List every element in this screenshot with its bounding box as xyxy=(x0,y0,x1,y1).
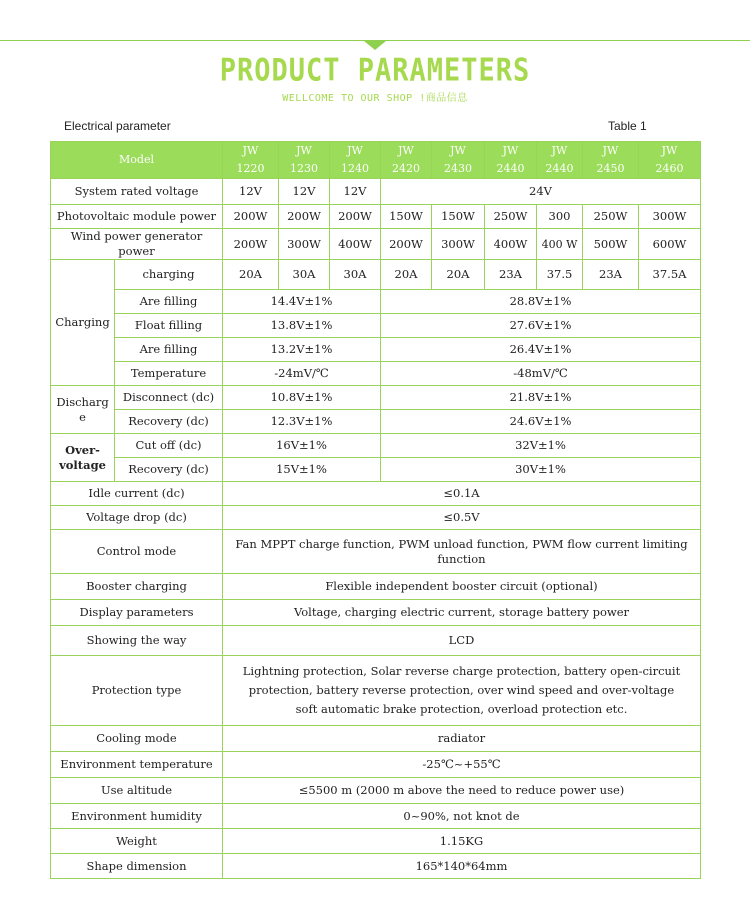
table-row xyxy=(51,179,701,205)
row-label: Protection type xyxy=(51,656,223,726)
model-cell: JW 2450 xyxy=(583,142,639,179)
value-cell: 0~90%, not knot de xyxy=(223,804,701,829)
table-row xyxy=(51,229,701,260)
value-cell: 27.6V±1% xyxy=(381,314,701,338)
table-row xyxy=(51,829,701,854)
model-cell: JW 1240 xyxy=(330,142,381,179)
value-cell: 10.8V±1% xyxy=(223,386,381,410)
value-cell: 300 xyxy=(537,205,583,229)
model-cell: JW 2440 xyxy=(485,142,537,179)
value-cell: 1.15KG xyxy=(223,829,701,854)
row-label: Cut off (dc) xyxy=(115,434,223,458)
value-cell: 32V±1% xyxy=(381,434,701,458)
value-cell: 500W xyxy=(583,229,639,260)
table-row xyxy=(51,600,701,626)
value-cell: 12V xyxy=(330,179,381,205)
model-cell: JW 2440 xyxy=(537,142,583,179)
row-label: Display parameters xyxy=(51,600,223,626)
value-cell: 28.8V±1% xyxy=(381,290,701,314)
value-cell: 26.4V±1% xyxy=(381,338,701,362)
row-label: Are filling xyxy=(115,290,223,314)
row-label: System rated voltage xyxy=(51,179,223,205)
table-row xyxy=(51,656,701,726)
value-cell: 23A xyxy=(583,260,639,290)
row-label: Weight xyxy=(51,829,223,854)
value-cell: 16V±1% xyxy=(223,434,381,458)
row-label: Are filling xyxy=(115,338,223,362)
row-label: charging xyxy=(115,260,223,290)
value-cell: 30A xyxy=(279,260,330,290)
value-cell: 20A xyxy=(381,260,432,290)
table-row xyxy=(51,314,701,338)
table-row xyxy=(51,410,701,434)
value-cell: Voltage, charging electric current, storage battery power xyxy=(223,600,701,626)
row-label: Temperature xyxy=(115,362,223,386)
model-cell: JW 2460 xyxy=(639,142,701,179)
table-row xyxy=(51,338,701,362)
value-cell: -24mV/℃ xyxy=(223,362,381,386)
model-cell: JW 1230 xyxy=(279,142,330,179)
table-row xyxy=(51,778,701,804)
value-cell: 30A xyxy=(330,260,381,290)
model-cell: JW 2420 xyxy=(381,142,432,179)
table-header-row xyxy=(51,142,701,179)
parameters-table xyxy=(50,141,701,879)
table-row xyxy=(51,386,701,410)
value-cell: Lightning protection, Solar reverse charge protection, battery open-circuit protection, battery reverse protection, over wind speed and over-voltage soft automatic brake protection, overload protection etc. xyxy=(223,656,701,726)
table-row xyxy=(51,726,701,752)
group-label-overvoltage: Over-voltage xyxy=(51,434,115,482)
value-cell: ≤5500 m (2000 m above the need to reduce power use) xyxy=(223,778,701,804)
row-label: Idle current (dc) xyxy=(51,482,223,506)
value-cell: 165*140*64mm xyxy=(223,854,701,879)
value-cell: 150W xyxy=(432,205,485,229)
row-label: Booster charging xyxy=(51,574,223,600)
value-cell: 600W xyxy=(639,229,701,260)
value-cell: LCD xyxy=(223,626,701,656)
value-cell: 37.5 xyxy=(537,260,583,290)
row-label: Showing the way xyxy=(51,626,223,656)
value-cell: Fan MPPT charge function, PWM unload function, PWM flow current limiting function xyxy=(223,530,701,574)
row-label: Environment humidity xyxy=(51,804,223,829)
value-cell: 300W xyxy=(639,205,701,229)
table-row xyxy=(51,458,701,482)
value-cell: 20A xyxy=(432,260,485,290)
group-label-discharge: Discharge xyxy=(51,386,115,434)
row-label: Disconnect (dc) xyxy=(115,386,223,410)
page-subtitle: WELLCOME TO OUR SHOP !商品信息 xyxy=(282,93,468,104)
value-cell: 400W xyxy=(330,229,381,260)
value-cell: 30V±1% xyxy=(381,458,701,482)
row-label: Recovery (dc) xyxy=(115,458,223,482)
model-cell: JW 2430 xyxy=(432,142,485,179)
row-label: Float filling xyxy=(115,314,223,338)
value-cell: radiator xyxy=(223,726,701,752)
value-cell: 21.8V±1% xyxy=(381,386,701,410)
table-row xyxy=(51,804,701,829)
value-cell: 15V±1% xyxy=(223,458,381,482)
row-label: Photovoltaic module power xyxy=(51,205,223,229)
value-cell: 200W xyxy=(381,229,432,260)
value-cell: 13.8V±1% xyxy=(223,314,381,338)
section-heading: Electrical parameter xyxy=(64,119,171,133)
value-cell: -48mV/℃ xyxy=(381,362,701,386)
value-cell: 200W xyxy=(223,205,279,229)
table-row xyxy=(51,205,701,229)
value-cell: 400W xyxy=(485,229,537,260)
value-cell: 200W xyxy=(279,205,330,229)
row-label: Environment temperature xyxy=(51,752,223,778)
row-label: Use altitude xyxy=(51,778,223,804)
value-cell: -25℃~+55℃ xyxy=(223,752,701,778)
value-cell: 12V xyxy=(223,179,279,205)
row-label: Wind power generator power xyxy=(51,229,223,260)
table-row xyxy=(51,482,701,506)
model-header: Model xyxy=(51,142,223,179)
value-cell: 250W xyxy=(583,205,639,229)
value-cell: 14.4V±1% xyxy=(223,290,381,314)
row-label: Cooling mode xyxy=(51,726,223,752)
value-cell: 12.3V±1% xyxy=(223,410,381,434)
page-title: PRODUCT PARAMETERS xyxy=(219,52,531,89)
row-label: Voltage drop (dc) xyxy=(51,506,223,530)
value-cell: 20A xyxy=(223,260,279,290)
value-cell: 200W xyxy=(223,229,279,260)
value-cell: 400 W xyxy=(537,229,583,260)
table-row xyxy=(51,506,701,530)
value-cell: ≤0.1A xyxy=(223,482,701,506)
value-cell: Flexible independent booster circuit (optional) xyxy=(223,574,701,600)
value-cell: 200W xyxy=(330,205,381,229)
value-cell: 12V xyxy=(279,179,330,205)
table-row xyxy=(51,290,701,314)
table-row xyxy=(51,362,701,386)
value-cell: 23A xyxy=(485,260,537,290)
row-label: Shape dimension xyxy=(51,854,223,879)
value-cell: 37.5A xyxy=(639,260,701,290)
value-cell: ≤0.5V xyxy=(223,506,701,530)
table-row xyxy=(51,434,701,458)
table-label: Table 1 xyxy=(608,119,647,133)
divider-arrow-icon xyxy=(364,41,386,50)
value-cell: 300W xyxy=(432,229,485,260)
group-label-charging: Charging xyxy=(51,260,115,386)
value-cell: 24V xyxy=(381,179,701,205)
table-row xyxy=(51,260,701,290)
row-label: Control mode xyxy=(51,530,223,574)
table-row xyxy=(51,854,701,879)
row-label: Recovery (dc) xyxy=(115,410,223,434)
model-cell: JW 1220 xyxy=(223,142,279,179)
value-cell: 13.2V±1% xyxy=(223,338,381,362)
value-cell: 150W xyxy=(381,205,432,229)
table-row xyxy=(51,530,701,574)
table-row xyxy=(51,752,701,778)
table-row xyxy=(51,574,701,600)
value-cell: 250W xyxy=(485,205,537,229)
table-row xyxy=(51,626,701,656)
value-cell: 24.6V±1% xyxy=(381,410,701,434)
value-cell: 300W xyxy=(279,229,330,260)
